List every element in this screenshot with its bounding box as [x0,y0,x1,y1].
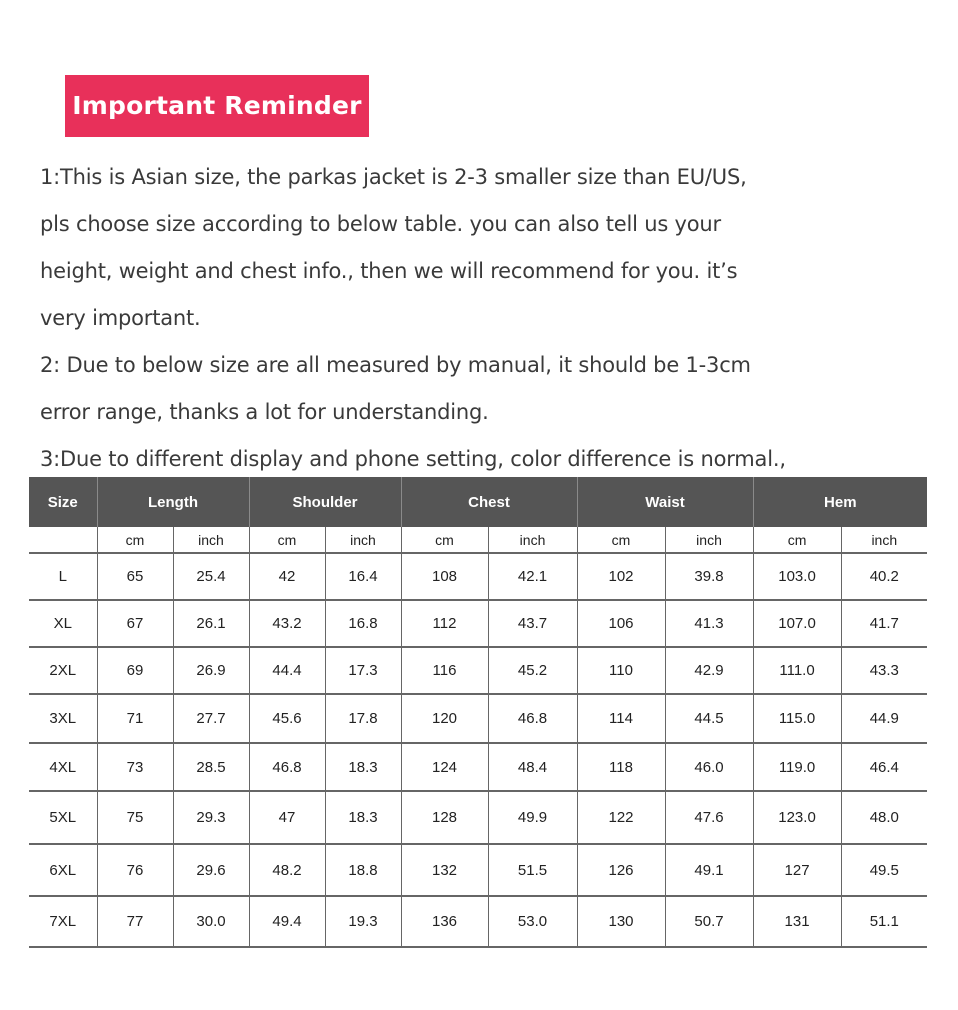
table-cell: 73 [97,743,173,791]
note-line: 1:This is Asian size, the parkas jacket is 2-3 smaller size than EU/US, [40,165,747,189]
table-cell: 50.7 [665,896,753,947]
table-cell: 127 [753,844,841,896]
table-cell: 43.2 [249,600,325,647]
unit-cell: inch [665,527,753,553]
table-cell: 108 [401,553,488,600]
unit-cell: cm [753,527,841,553]
table-cell: 65 [97,553,173,600]
table-cell: 48.0 [841,791,927,844]
header-length: Length [97,477,249,527]
table-cell: 42.1 [488,553,577,600]
table-cell: 43.7 [488,600,577,647]
table-cell: 42 [249,553,325,600]
table-cell: 43.3 [841,647,927,694]
unit-cell: inch [173,527,249,553]
table-cell: 18.8 [325,844,401,896]
table-row [29,600,927,647]
table-cell: 115.0 [753,694,841,743]
table-cell: 17.8 [325,694,401,743]
table-cell: 16.8 [325,600,401,647]
table-cell: 118 [577,743,665,791]
table-row [29,553,927,600]
table-cell: 29.6 [173,844,249,896]
table-cell: 17.3 [325,647,401,694]
size-label-cell: 4XL [29,743,97,791]
table-cell: 16.4 [325,553,401,600]
table-cell: 130 [577,896,665,947]
table-cell: 110 [577,647,665,694]
unit-cell: cm [249,527,325,553]
table-cell: 44.9 [841,694,927,743]
note-line: pls choose size according to below table. you can also tell us your [40,212,721,236]
table-cell: 45.2 [488,647,577,694]
table-cell: 18.3 [325,743,401,791]
table-cell: 44.4 [249,647,325,694]
banner-title: Important Reminder [72,91,362,120]
table-cell: 26.9 [173,647,249,694]
table-cell: 51.1 [841,896,927,947]
table-cell: 27.7 [173,694,249,743]
table-header-row [29,477,927,527]
table-cell: 48.2 [249,844,325,896]
important-reminder-banner [65,75,369,137]
table-cell: 69 [97,647,173,694]
table-row [29,647,927,694]
table-row [29,743,927,791]
unit-cell: cm [577,527,665,553]
note-line: very important. [40,306,201,330]
table-cell: 49.1 [665,844,753,896]
table-row [29,844,927,896]
table-cell: 40.2 [841,553,927,600]
unit-cell: cm [97,527,173,553]
unit-cell: inch [325,527,401,553]
size-label-cell: 7XL [29,896,97,947]
table-cell: 49.5 [841,844,927,896]
units-row [29,527,927,553]
table-cell: 41.3 [665,600,753,647]
table-cell: 44.5 [665,694,753,743]
table-cell: 119.0 [753,743,841,791]
note-line: error range, thanks a lot for understanding. [40,400,489,424]
table-cell: 126 [577,844,665,896]
table-row [29,694,927,743]
table-cell: 75 [97,791,173,844]
unit-cell [29,527,97,553]
header-shoulder: Shoulder [249,477,401,527]
reminder-notes [40,154,940,483]
header-size: Size [29,477,97,527]
table-cell: 28.5 [173,743,249,791]
unit-cell: inch [488,527,577,553]
table-cell: 46.4 [841,743,927,791]
header-waist: Waist [577,477,753,527]
table-cell: 114 [577,694,665,743]
table-cell: 120 [401,694,488,743]
size-label-cell: 5XL [29,791,97,844]
table-cell: 49.9 [488,791,577,844]
table-cell: 47 [249,791,325,844]
header-chest: Chest [401,477,577,527]
table-row [29,896,927,947]
table-cell: 46.8 [249,743,325,791]
table-cell: 71 [97,694,173,743]
note-line: 2: Due to below size are all measured by manual, it should be 1-3cm [40,353,751,377]
table-cell: 29.3 [173,791,249,844]
table-cell: 46.8 [488,694,577,743]
table-cell: 19.3 [325,896,401,947]
size-label-cell: XL [29,600,97,647]
note-line: 3:Due to different display and phone setting, color difference is normal., [40,447,786,471]
table-cell: 116 [401,647,488,694]
table-cell: 26.1 [173,600,249,647]
table-cell: 41.7 [841,600,927,647]
unit-cell: inch [841,527,927,553]
size-label-cell: L [29,553,97,600]
table-cell: 136 [401,896,488,947]
size-chart-table [29,477,927,948]
table-cell: 53.0 [488,896,577,947]
table-cell: 124 [401,743,488,791]
table-cell: 103.0 [753,553,841,600]
table-cell: 30.0 [173,896,249,947]
table-row [29,791,927,844]
header-hem: Hem [753,477,927,527]
table-cell: 76 [97,844,173,896]
table-cell: 39.8 [665,553,753,600]
size-label-cell: 2XL [29,647,97,694]
table-cell: 131 [753,896,841,947]
table-cell: 77 [97,896,173,947]
table-cell: 49.4 [249,896,325,947]
size-label-cell: 3XL [29,694,97,743]
table-cell: 18.3 [325,791,401,844]
table-cell: 67 [97,600,173,647]
table-cell: 47.6 [665,791,753,844]
table-cell: 128 [401,791,488,844]
table-cell: 48.4 [488,743,577,791]
unit-cell: cm [401,527,488,553]
table-cell: 112 [401,600,488,647]
table-cell: 45.6 [249,694,325,743]
table-cell: 102 [577,553,665,600]
table-cell: 42.9 [665,647,753,694]
table-cell: 51.5 [488,844,577,896]
table-cell: 111.0 [753,647,841,694]
table-cell: 132 [401,844,488,896]
table-cell: 123.0 [753,791,841,844]
note-line: height, weight and chest info., then we will recommend for you. it’s [40,259,738,283]
table-cell: 25.4 [173,553,249,600]
table-cell: 107.0 [753,600,841,647]
size-label-cell: 6XL [29,844,97,896]
table-cell: 106 [577,600,665,647]
table-cell: 122 [577,791,665,844]
table-cell: 46.0 [665,743,753,791]
